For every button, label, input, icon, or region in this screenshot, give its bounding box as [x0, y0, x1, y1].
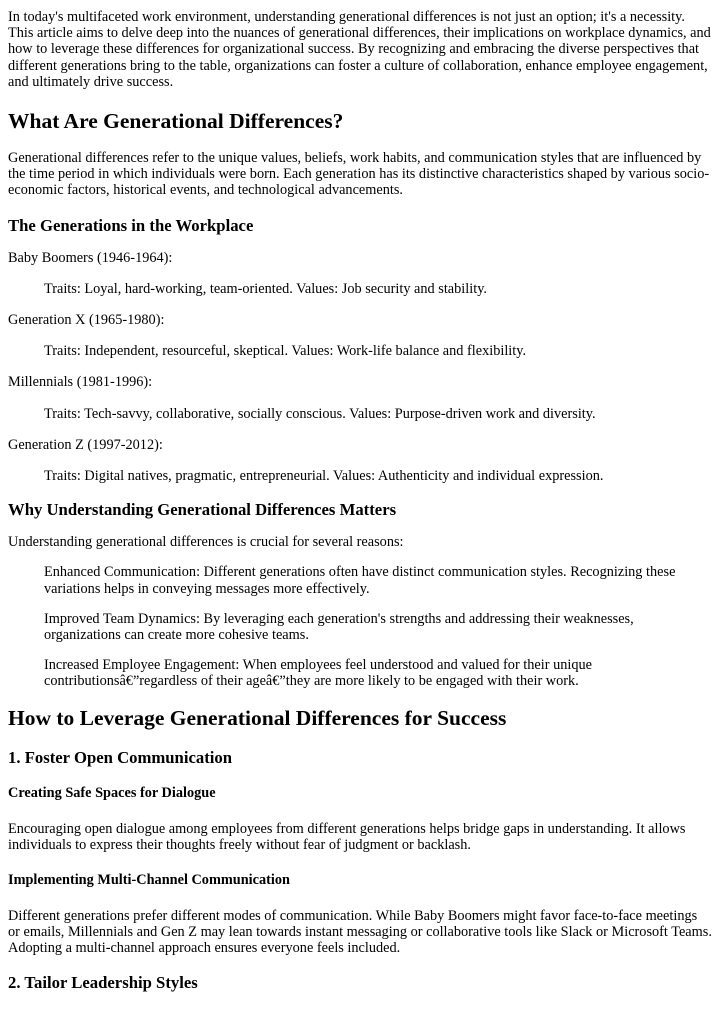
multi-channel-paragraph: Different generations prefer different modes of communication. While Baby Boomers might favor face-to-face meetings or emails, Millennials and Gen Z may lean towards instant messaging or collaborative tools like Slack or Microsoft Teams. Adopting a multi-channel approach ensures everyone feels included.	[8, 908, 712, 957]
subsubheading-safe-spaces: Creating Safe Spaces for Dialogue	[8, 784, 216, 801]
subheading-generations: The Generations in the Workplace	[8, 215, 254, 235]
generation-name: Generation X (1965-1980):	[8, 312, 165, 329]
generation-name: Baby Boomers (1946-1964):	[8, 249, 173, 266]
subheading-open-communication: 1. Foster Open Communication	[8, 747, 233, 767]
generation-traits: Traits: Tech-savvy, collaborative, socially conscious. Values: Purpose-driven work and diversity.	[44, 405, 596, 422]
safe-spaces-paragraph: Encouraging open dialogue among employees from different generations helps bridge gaps in understanding. It allows individuals to express their thoughts freely without fear of judgment or backlash.	[8, 820, 686, 853]
generation-name: Millennials (1981-1996):	[8, 374, 153, 391]
generation-traits: Traits: Digital natives, pragmatic, entrepreneurial. Values: Authenticity and individual expression.	[44, 468, 604, 485]
subsubheading-multi-channel: Implementing Multi-Channel Communication	[8, 872, 290, 889]
why-intro-paragraph: Understanding generational differences is crucial for several reasons:	[8, 534, 404, 551]
article	[0, 9, 720, 993]
definition-paragraph: Generational differences refer to the unique values, beliefs, work habits, and communication styles that are influenced by the time period in which individuals were born. Each generation has its distinctive characteristics shaped by various socio-economic factors, historical events, and technological advancements.	[8, 150, 710, 199]
generation-traits: Traits: Independent, resourceful, skeptical. Values: Work-life balance and flexibility.	[44, 343, 527, 360]
subheading-why-matters: Why Understanding Generational Differences Matters	[8, 500, 397, 520]
subheading-tailor-leadership: 2. Tailor Leadership Styles	[8, 972, 198, 992]
generation-name: Generation Z (1997-2012):	[8, 436, 163, 453]
reason-item: Improved Team Dynamics: By leveraging each generation's strengths and addressing their weaknesses, organizations can create more cohesive teams.	[44, 610, 634, 644]
section-heading-what-are: What Are Generational Differences?	[8, 109, 344, 134]
generation-traits: Traits: Loyal, hard-working, team-oriented. Values: Job security and stability.	[44, 280, 487, 297]
intro-paragraph: In today's multifaceted work environment, understanding generational differences is not just an option; it's a necessity. This article aims to delve deep into the nuances of generational differences, their implications on workplace dynamics, and how to leverage these differences for organizational success. By recognizing and embracing the diverse perspectives that different generations bring to the table, organizations can foster a culture of collaboration, enhance employee engagement, and ultimately drive success.	[8, 9, 711, 90]
section-heading-how-to-leverage: How to Leverage Generational Differences for Success	[8, 705, 507, 730]
reason-item: Increased Employee Engagement: When employees feel understood and valued for their unique contributionsâ€”regardless of their ageâ€”they are more likely to be engaged with their work.	[44, 657, 592, 690]
reason-item: Enhanced Communication: Different generations often have distinct communication styles. Recognizing these variations helps in conveying messages more effectively.	[44, 564, 676, 597]
